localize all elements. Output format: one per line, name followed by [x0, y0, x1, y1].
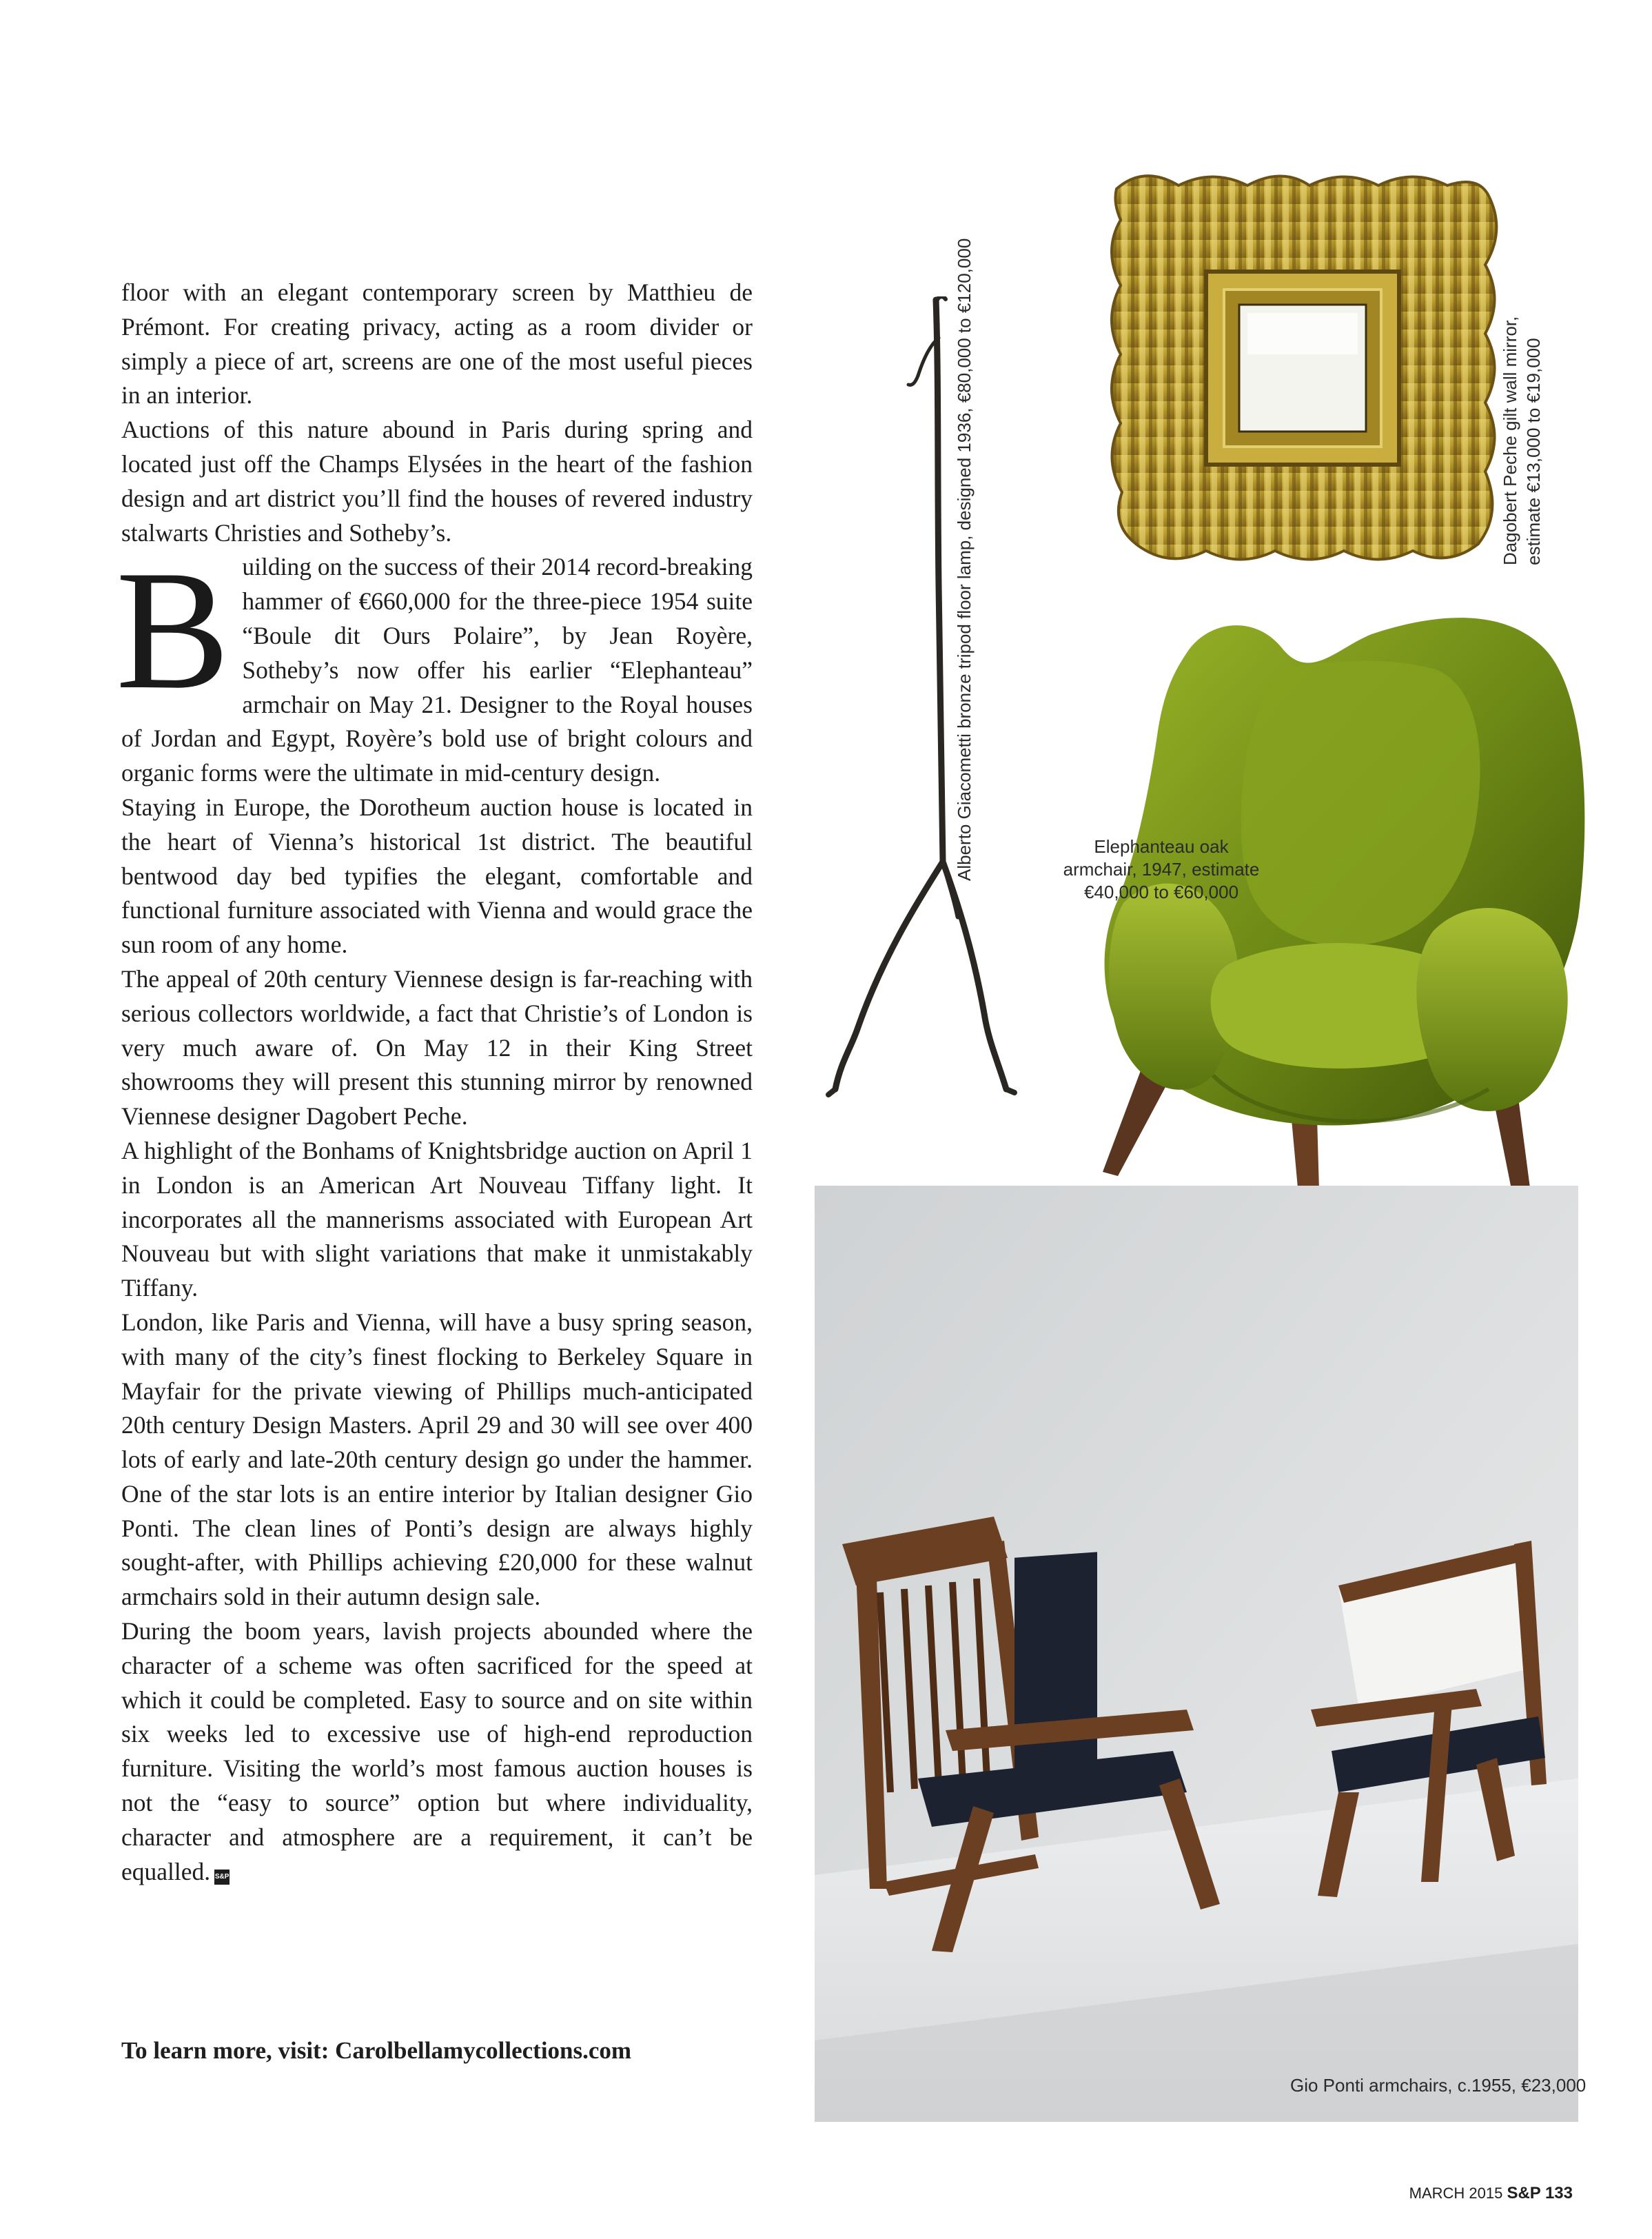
paragraph: Staying in Europe, the Dorotheum auction house is located in the heart of Vienna’s historical 1st district. The beautiful bentwood day bed typifies the elegant, comfortable and functional furniture associated with Vienna and would grace the sun room of any home. — [121, 793, 753, 959]
armchair-caption — [1058, 835, 1265, 904]
mirror-caption-line: Dagobert Peche gilt wall mirror, — [1500, 316, 1520, 565]
mirror-caption — [1498, 316, 1545, 565]
lamp-caption: Alberto Giacometti bronze tripod floor lamp, designed 1936, €80,000 to €120,000 — [954, 238, 975, 881]
closing-paragraph-text: During the boom years, lavish projects abounded where the character of a scheme was often sacrificed for the speed at which it could be completed. Easy to source and on site within six weeks led to excessive use of high-end reproduction furniture. Visiting the world’s most famous auction houses is not the “easy to source” option but where individuality, character and atmosphere are a requirement, it can’t be equalled. — [121, 1617, 753, 1885]
ponti-caption: Gio Ponti armchairs, c.1955, €23,000 — [1290, 2075, 1587, 2096]
dropcap-paragraph — [116, 535, 753, 791]
page-footer — [1409, 2184, 1573, 2203]
end-mark-icon: S&P — [214, 1870, 230, 1885]
issue-date: MARCH 2015 — [1409, 2185, 1503, 2202]
armchair-caption-line: Elephanteau oak — [1094, 836, 1229, 857]
article-body — [116, 276, 753, 1889]
paragraph: floor with an elegant contemporary screen by Matthieu de Prémont. For creating privacy, acting as a room divider or simply a piece of art, screens are one of the most useful pieces in an interior. — [121, 278, 753, 409]
closing-paragraph — [121, 1614, 753, 1889]
mirror-caption-line: estimate €13,000 to €19,000 — [1523, 338, 1544, 565]
dropcap-paragraph-text: uilding on the success of their 2014 record-breaking hammer of €660,000 for the three-piece 1954 suite “Boule dit Ours Polaire”, by Jean Royère, Sotheby’s now offer his earlier “Elephanteau” armchair on May 21. Designer to the Royal houses of Jordan and Egypt, Royère’s bold use of bright colours and organic forms were the ultimate in mid-century design. — [121, 553, 753, 787]
gilt-mirror-image — [1103, 168, 1502, 568]
elephanteau-armchair-image — [1075, 607, 1613, 1255]
drop-cap: B — [116, 535, 230, 725]
brand-logo: S&P — [1507, 2184, 1541, 2202]
learn-more-link[interactable]: To learn more, visit: Carolbellamycollections.com — [121, 2037, 632, 2064]
paragraph: A highlight of the Bonhams of Knightsbridge auction on April 1 in London is an American Art Nouveau Tiffany light. It incorporates all the mannerisms associated with European Art Nouveau but with slight variations that make it unmistakably Tiffany. — [121, 1136, 753, 1302]
armchair-caption-line: €40,000 to €60,000 — [1083, 882, 1239, 902]
paragraph: Auctions of this nature abound in Paris during spring and located just off the Champs Elysées in the heart of the fashion design and art district you’ll find the houses of revered industry stalwarts Christies and Sotheby’s. — [121, 416, 753, 547]
paragraph: London, like Paris and Vienna, will have a busy spring season, with many of the city’s finest flocking to Berkeley Square in Mayfair for the private viewing of Phillips much-anticipated 20th century Design Masters. April 29 and 30 will see over 400 lots of early and late-20th century design go under the hammer. One of the star lots is an entire interior by Italian designer Gio Ponti. The clean lines of Ponti’s design are always highly sought-after, with Phillips achieving £20,000 for these walnut armchairs sold in their autumn design sale. — [121, 1308, 753, 1611]
armchair-caption-line: armchair, 1947, estimate — [1063, 859, 1260, 880]
paragraph: The appeal of 20th century Viennese design is far-reaching with serious collectors worldwide, a fact that Christie’s of London is very much aware of. On May 12 in their King Street showrooms they will present this stunning mirror by renowned Viennese designer Dagobert Peche. — [121, 964, 753, 1131]
page-number: 133 — [1544, 2184, 1573, 2202]
gio-ponti-armchairs-image — [815, 1186, 1578, 2122]
